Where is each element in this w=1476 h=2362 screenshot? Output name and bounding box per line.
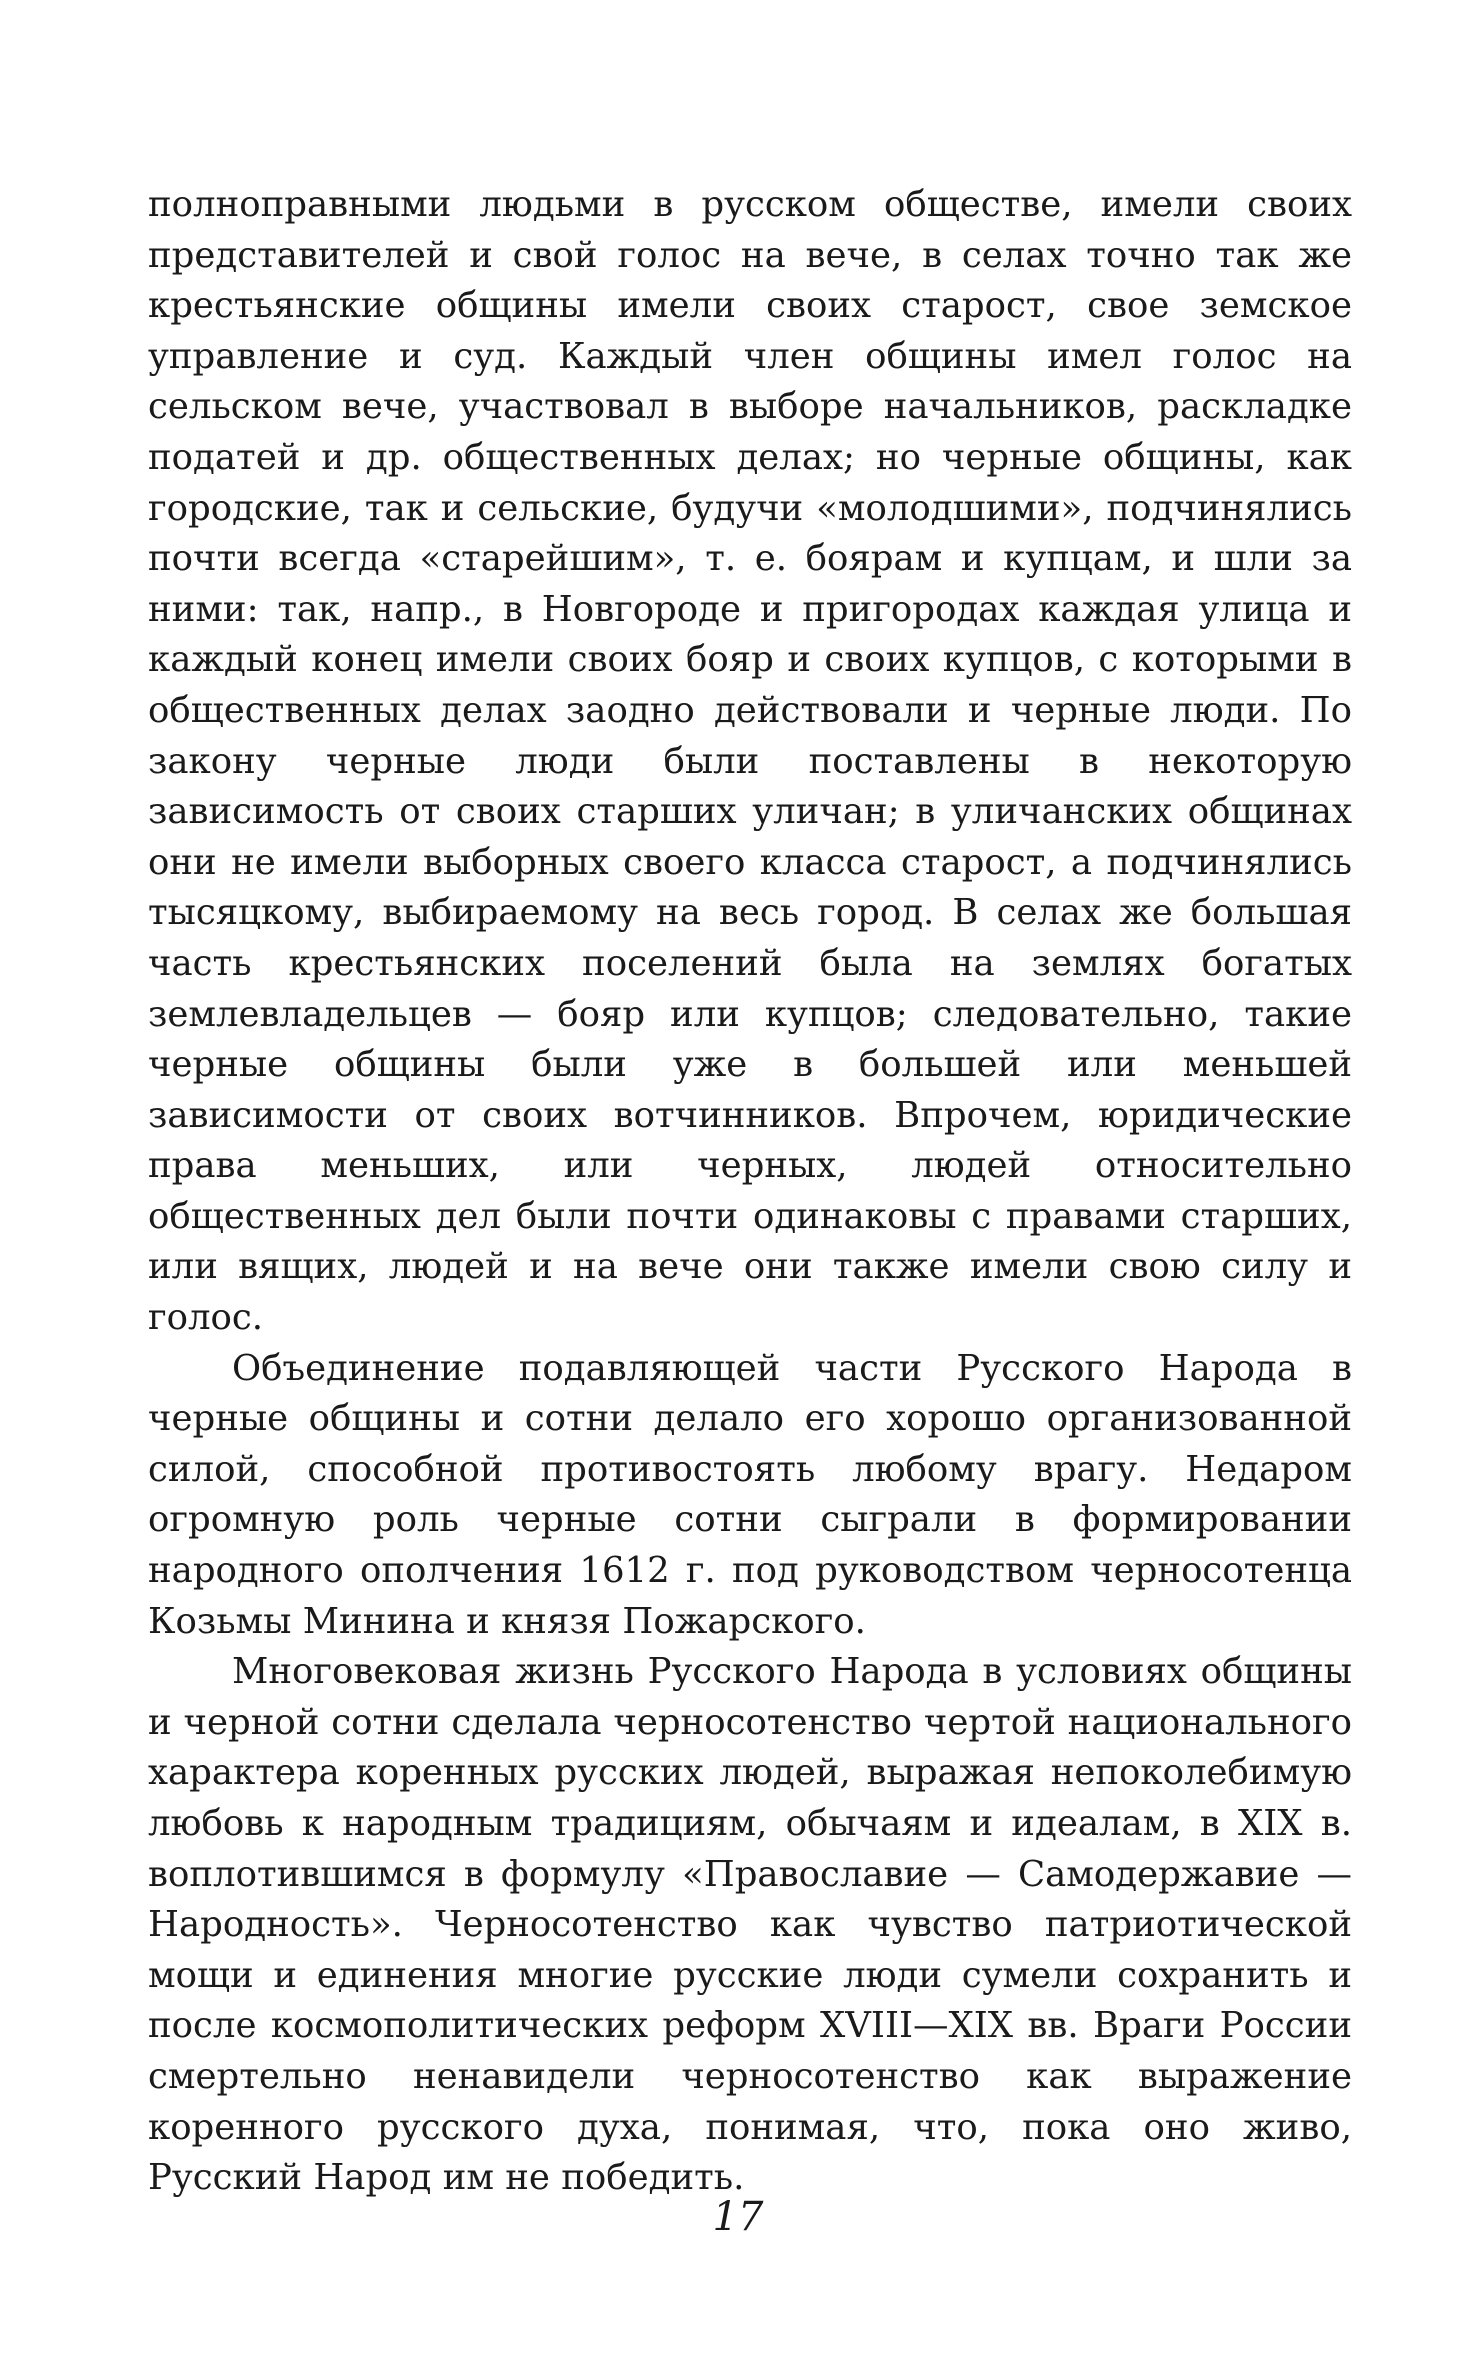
body-text (148, 180, 1352, 2204)
paragraph-continuation: полноправными людьми в русском обществе, имели своих представителей и свой голос на вече, в селах точно так же крестьянские общины имели своих старост, свое земское управление и суд. Каждый член общины имел голос на сельском вече, участвовал в выборе начальников, раскладке податей и др. общественных делах; но черные общины, как городские, так и сельские, будучи «молодшими», подчинялись почти всегда «старейшим», т. е. боярам и купцам, и шли за ними: так, напр., в Новгороде и пригородах каждая улица и каждый конец имели своих бояр и своих купцов, с которыми в общественных делах заодно действовали и черные люди. По закону черные люди были поставлены в некоторую зависимость от своих старших уличан; в уличанских общинах они не имели выборных своего класса старост, а подчинялись тысяцкому, выбираемому на весь город. В селах же большая часть крестьянских поселений была на землях богатых землевладельцев — бояр или купцов; следовательно, такие черные общины были уже в большей или меньшей зависимости от своих вотчинников. Впрочем, юридические права меньших, или черных, людей относительно общественных дел были почти одинаковы с правами старших, или вящих, людей и на вече они также имели свою силу и голос. (148, 184, 1352, 1339)
paragraph-black-hundreds: Многовековая жизнь Русского Народа в условиях общины и черной сотни сделала черносотенство чертой национального характера коренных русских людей, выражая непоколебимую любовь к народным традициям, обычаям и идеалам, в XIX в. воплотившимся в формулу «Православие — Самодержавие — Народность». Черносотенство как чувство патриотической мощи и единения многие русские люди сумели сохранить и после космополитических реформ XVIII—XIX вв. Враги России смертельно ненавидели черносотенство как выражение коренного русского духа, понимая, что, пока оно живо, Русский Народ им не победить. (148, 1651, 1352, 2199)
paragraph-unification: Объединение подавляющей части Русского Народа в черные общины и сотни делало его хорошо организованной силой, способной противостоять любому врагу. Недаром огромную роль черные сотни сыграли в формировании народного ополчения 1612 г. под руководством черносотенца Козьмы Минина и князя Пожарского. (148, 1347, 1352, 1642)
page-number: 17 (712, 2194, 764, 2240)
